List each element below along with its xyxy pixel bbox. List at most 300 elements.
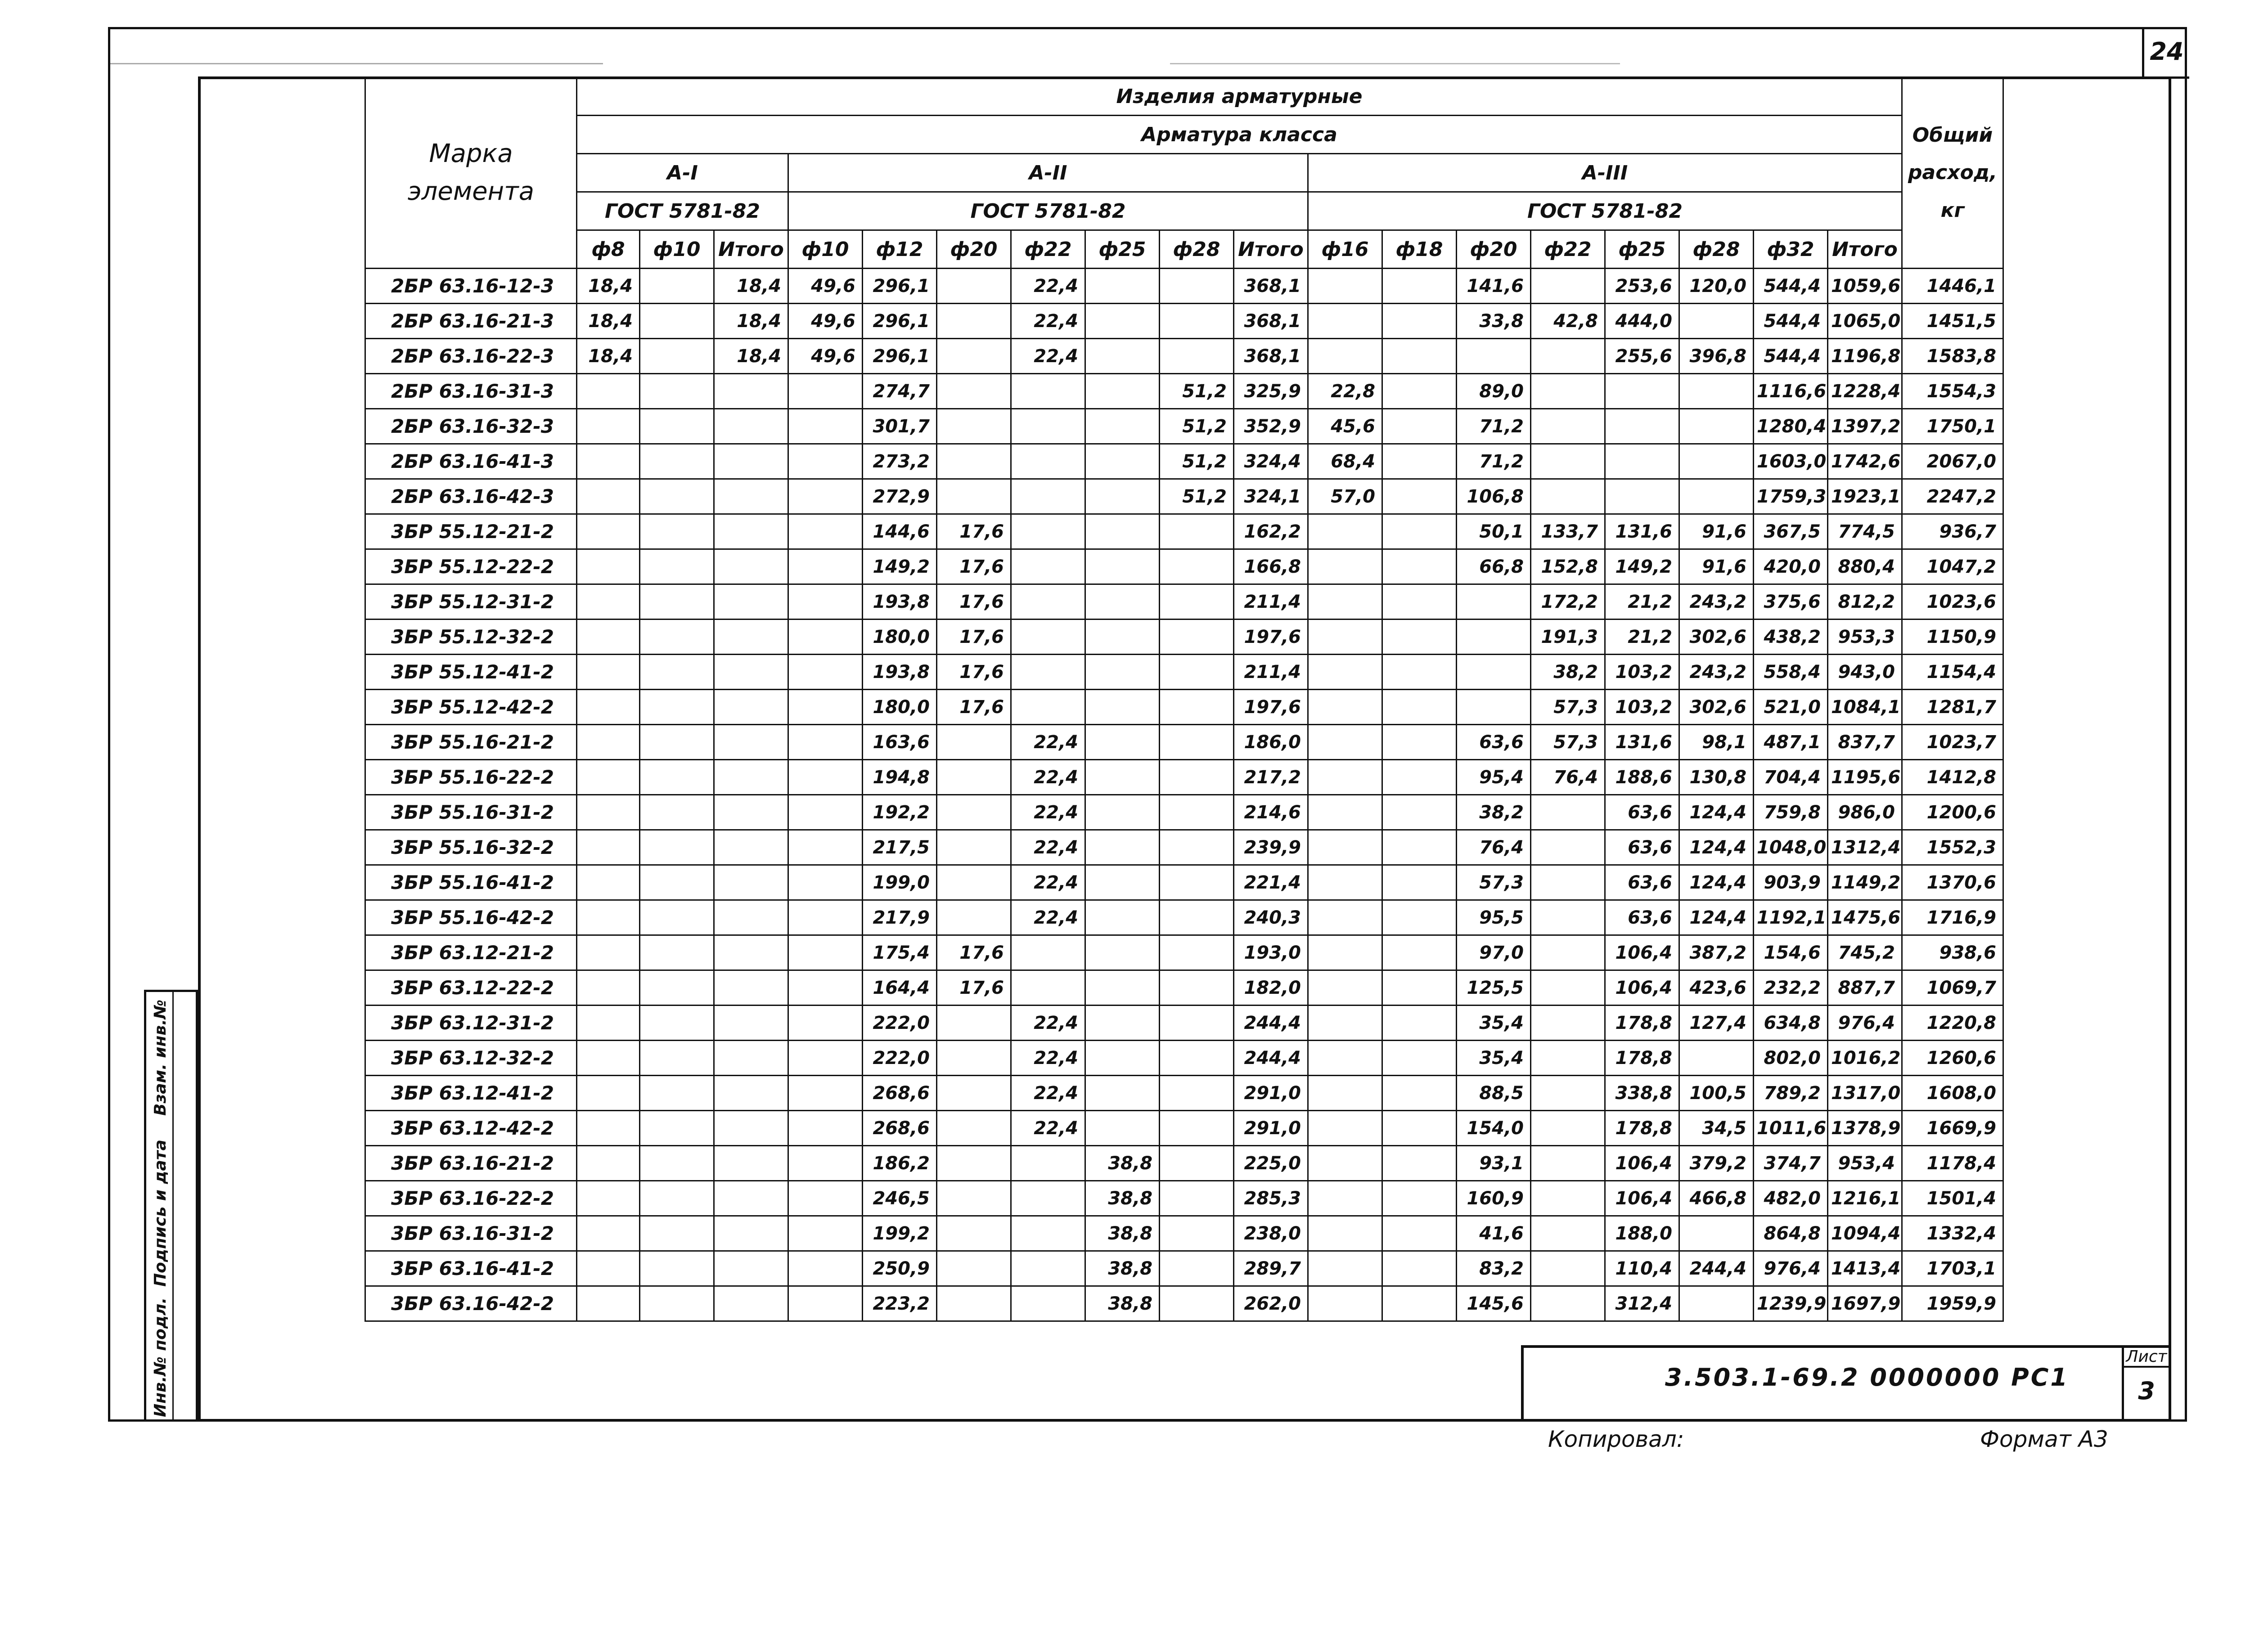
table-cell (577, 970, 640, 1006)
table-cell: 1196,8 (1828, 339, 1902, 374)
table-cell (1382, 1251, 1457, 1286)
table-cell (1382, 304, 1457, 339)
table-cell: 1149,2 (1828, 865, 1902, 900)
table-cell: 262,0 (1234, 1286, 1308, 1321)
table-cell: 22,4 (1011, 1006, 1085, 1041)
table-cell (577, 549, 640, 584)
gost-a1: ГОСТ 5781-82 (577, 192, 788, 230)
table-cell: 1094,4 (1828, 1216, 1902, 1251)
table-cell (577, 1181, 640, 1216)
table-cell: 22,4 (1011, 1041, 1085, 1076)
table-cell: 296,1 (863, 269, 937, 304)
element-mark: 2БР 63.16-32-3 (365, 409, 577, 444)
table-cell: 1150,9 (1902, 620, 2003, 655)
element-mark: 2БР 63.16-12-3 (365, 269, 577, 304)
table-cell (640, 725, 714, 760)
table-cell (1382, 690, 1457, 725)
table-cell: 880,4 (1828, 549, 1902, 584)
table-cell: 1716,9 (1902, 900, 2003, 935)
table-cell: 1023,6 (1902, 584, 2003, 620)
table-cell (1085, 900, 1160, 935)
gost-a2: ГОСТ 5781-82 (788, 192, 1308, 230)
table-cell (1160, 584, 1234, 620)
diameter-header: ф18 (1382, 230, 1457, 269)
table-cell: 17,6 (937, 935, 1011, 970)
table-cell (1085, 584, 1160, 620)
table-cell (640, 479, 714, 514)
table-cell (640, 865, 714, 900)
table-cell: 864,8 (1754, 1216, 1828, 1251)
table-cell (1531, 339, 1605, 374)
table-cell (1308, 935, 1382, 970)
table-cell: 197,6 (1234, 690, 1308, 725)
table-cell (937, 1251, 1011, 1286)
table-row (365, 655, 2003, 690)
table-cell: 38,8 (1085, 1286, 1160, 1321)
table-cell (640, 690, 714, 725)
diameter-header: ф20 (937, 230, 1011, 269)
table-cell: 273,2 (863, 444, 937, 479)
table-cell (1085, 690, 1160, 725)
table-cell (714, 1216, 788, 1251)
table-cell: 63,6 (1605, 830, 1679, 865)
element-mark: 3БР 63.16-41-2 (365, 1251, 577, 1286)
table-cell: 180,0 (863, 620, 937, 655)
table-cell: 837,7 (1828, 725, 1902, 760)
table-cell (1382, 760, 1457, 795)
table-row (365, 865, 2003, 900)
table-cell (1085, 725, 1160, 760)
table-cell: 352,9 (1234, 409, 1308, 444)
table-cell: 98,1 (1679, 725, 1754, 760)
table-cell: 17,6 (937, 620, 1011, 655)
table-cell: 182,0 (1234, 970, 1308, 1006)
table-row (365, 1111, 2003, 1146)
table-cell (788, 1181, 863, 1216)
table-row (365, 1216, 2003, 1251)
table-cell: 144,6 (863, 514, 937, 549)
table-cell: 368,1 (1234, 304, 1308, 339)
table-cell (1531, 1006, 1605, 1041)
table-cell: 76,4 (1457, 830, 1531, 865)
table-cell: 22,4 (1011, 725, 1085, 760)
table-cell: 154,6 (1754, 935, 1828, 970)
table-cell: 180,0 (863, 690, 937, 725)
table-cell (937, 1181, 1011, 1216)
table-cell: 217,9 (863, 900, 937, 935)
diameter-header: ф25 (1605, 230, 1679, 269)
element-mark: 3БР 55.16-42-2 (365, 900, 577, 935)
table-cell: 21,2 (1605, 620, 1679, 655)
mark-header: Марка элемента (365, 77, 577, 269)
table-cell: 193,8 (863, 584, 937, 620)
table-cell: 1011,6 (1754, 1111, 1828, 1146)
table-cell (937, 900, 1011, 935)
table-cell: 106,8 (1457, 479, 1531, 514)
table-cell (788, 444, 863, 479)
table-cell (577, 830, 640, 865)
table-cell (1160, 1216, 1234, 1251)
table-cell: 57,3 (1457, 865, 1531, 900)
table-cell (577, 444, 640, 479)
table-cell (1011, 1251, 1085, 1286)
table-cell (1308, 584, 1382, 620)
table-cell (1160, 304, 1234, 339)
table-cell (1160, 1111, 1234, 1146)
element-mark: 3БР 55.12-32-2 (365, 620, 577, 655)
table-cell (937, 1146, 1011, 1181)
table-cell: 232,2 (1754, 970, 1828, 1006)
table-cell: 211,4 (1234, 584, 1308, 620)
table-cell: 243,2 (1679, 584, 1754, 620)
table-cell: 544,4 (1754, 304, 1828, 339)
table-cell (788, 900, 863, 935)
table-cell (1531, 1251, 1605, 1286)
table-cell (577, 1111, 640, 1146)
table-cell (1085, 339, 1160, 374)
table-cell: 375,6 (1754, 584, 1828, 620)
table-cell (1160, 760, 1234, 795)
table-cell (1382, 479, 1457, 514)
table-cell (577, 795, 640, 830)
table-cell: 1923,1 (1828, 479, 1902, 514)
table-cell (1382, 374, 1457, 409)
table-cell (1308, 1286, 1382, 1321)
table-cell (714, 1006, 788, 1041)
table-cell: 106,4 (1605, 1181, 1679, 1216)
table-cell (1011, 655, 1085, 690)
table-cell (640, 304, 714, 339)
table-cell: 51,2 (1160, 409, 1234, 444)
table-cell: 17,6 (937, 690, 1011, 725)
table-cell (1531, 269, 1605, 304)
table-cell (1160, 549, 1234, 584)
table-cell (577, 1286, 640, 1321)
element-mark: 3БР 63.12-31-2 (365, 1006, 577, 1041)
element-mark: 3БР 63.12-32-2 (365, 1041, 577, 1076)
table-cell (1085, 655, 1160, 690)
table-cell: 83,2 (1457, 1251, 1531, 1286)
table-cell (577, 1146, 640, 1181)
element-mark: 3БР 55.12-42-2 (365, 690, 577, 725)
table-cell (1308, 795, 1382, 830)
table-cell (1679, 1216, 1754, 1251)
table-cell (1382, 620, 1457, 655)
table-cell: 152,8 (1531, 549, 1605, 584)
table-cell (1382, 1006, 1457, 1041)
table-cell (788, 374, 863, 409)
table-cell: 243,2 (1679, 655, 1754, 690)
table-cell: 291,0 (1234, 1076, 1308, 1111)
table-cell (1085, 935, 1160, 970)
table-cell: 238,0 (1234, 1216, 1308, 1251)
table-cell (714, 795, 788, 830)
table-cell: 246,5 (863, 1181, 937, 1216)
replace-inv-label: Взам. инв.№ (151, 999, 170, 1116)
element-mark: 3БР 63.12-41-2 (365, 1076, 577, 1111)
table-row (365, 1041, 2003, 1076)
table-cell: 100,5 (1679, 1076, 1754, 1111)
table-cell: 812,2 (1828, 584, 1902, 620)
table-cell (1085, 830, 1160, 865)
table-cell: 1451,5 (1902, 304, 2003, 339)
table-cell (1308, 1216, 1382, 1251)
table-cell (1531, 1146, 1605, 1181)
corner-sheet-number: 24 (2142, 27, 2189, 79)
table-cell (937, 1041, 1011, 1076)
table-cell: 1603,0 (1754, 444, 1828, 479)
table-cell (1308, 1146, 1382, 1181)
table-cell: 1016,2 (1828, 1041, 1902, 1076)
table-cell (1085, 970, 1160, 1006)
table-cell (1085, 549, 1160, 584)
table-cell (1605, 409, 1679, 444)
table-cell: 22,4 (1011, 269, 1085, 304)
table-cell: 704,4 (1754, 760, 1828, 795)
table-cell (788, 1006, 863, 1041)
table-cell (640, 584, 714, 620)
table-cell: 1742,6 (1828, 444, 1902, 479)
diameter-header: ф28 (1679, 230, 1754, 269)
table-cell (1160, 865, 1234, 900)
table-cell (577, 514, 640, 549)
table-row (365, 830, 2003, 865)
table-cell: 420,0 (1754, 549, 1828, 584)
table-cell (1308, 655, 1382, 690)
table-cell (577, 725, 640, 760)
table-cell (1085, 1076, 1160, 1111)
table-cell (714, 584, 788, 620)
table-cell (577, 935, 640, 970)
table-cell: 199,2 (863, 1216, 937, 1251)
table-cell: 759,8 (1754, 795, 1828, 830)
table-cell (1457, 584, 1531, 620)
table-cell: 18,4 (577, 339, 640, 374)
table-cell (714, 549, 788, 584)
table-row (365, 970, 2003, 1006)
table-cell: 38,8 (1085, 1146, 1160, 1181)
table-cell (577, 690, 640, 725)
table-cell: 324,1 (1234, 479, 1308, 514)
table-cell (1085, 795, 1160, 830)
table-cell (788, 970, 863, 1006)
table-cell: 18,4 (577, 304, 640, 339)
table-cell (1085, 269, 1160, 304)
table-cell: 154,0 (1457, 1111, 1531, 1146)
table-cell: 63,6 (1605, 865, 1679, 900)
table-cell (1308, 1111, 1382, 1146)
diameter-header: ф22 (1011, 230, 1085, 269)
table-cell: 193,0 (1234, 935, 1308, 970)
table-cell: 225,0 (1234, 1146, 1308, 1181)
table-cell: 368,1 (1234, 269, 1308, 304)
table-cell: 130,8 (1679, 760, 1754, 795)
table-cell (577, 900, 640, 935)
table-cell: 35,4 (1457, 1041, 1531, 1076)
table-cell (1457, 339, 1531, 374)
table-cell (640, 1181, 714, 1216)
table-cell (1160, 795, 1234, 830)
table-cell (1011, 970, 1085, 1006)
table-cell: 131,6 (1605, 514, 1679, 549)
table-cell: 953,4 (1828, 1146, 1902, 1181)
table-cell: 22,4 (1011, 339, 1085, 374)
table-cell: 162,2 (1234, 514, 1308, 549)
table-cell (1382, 584, 1457, 620)
table-cell (1160, 970, 1234, 1006)
table-cell (788, 655, 863, 690)
table-row (365, 549, 2003, 584)
table-cell (788, 479, 863, 514)
table-cell (788, 725, 863, 760)
table-cell (577, 865, 640, 900)
table-cell (1382, 795, 1457, 830)
table-cell: 214,6 (1234, 795, 1308, 830)
table-cell (640, 269, 714, 304)
diameter-header: ф10 (640, 230, 714, 269)
table-cell (788, 584, 863, 620)
table-cell (640, 1111, 714, 1146)
table-cell: 953,3 (1828, 620, 1902, 655)
table-cell (714, 1286, 788, 1321)
table-cell (937, 1076, 1011, 1111)
table-cell (1531, 830, 1605, 865)
table-cell: 1446,1 (1902, 269, 2003, 304)
table-cell: 1200,6 (1902, 795, 2003, 830)
table-cell: 1154,4 (1902, 655, 2003, 690)
table-cell (714, 1076, 788, 1111)
table-cell: 368,1 (1234, 339, 1308, 374)
table-cell: 374,7 (1754, 1146, 1828, 1181)
table-cell: 194,8 (863, 760, 937, 795)
table-cell (1457, 690, 1531, 725)
table-cell (640, 655, 714, 690)
table-cell: 943,0 (1828, 655, 1902, 690)
table-cell: 22,4 (1011, 900, 1085, 935)
table-cell: 51,2 (1160, 479, 1234, 514)
table-cell: 1370,6 (1902, 865, 2003, 900)
table-cell: 558,4 (1754, 655, 1828, 690)
table-cell: 63,6 (1605, 900, 1679, 935)
table-cell: 57,3 (1531, 690, 1605, 725)
table-cell: 63,6 (1457, 725, 1531, 760)
diameter-header: Итого (1234, 230, 1308, 269)
table-cell (1011, 514, 1085, 549)
table-cell: 89,0 (1457, 374, 1531, 409)
table-row (365, 1251, 2003, 1286)
table-cell: 49,6 (788, 304, 863, 339)
table-cell: 1280,4 (1754, 409, 1828, 444)
table-cell: 178,8 (1605, 1111, 1679, 1146)
element-mark: 2БР 63.16-31-3 (365, 374, 577, 409)
table-cell: 1552,3 (1902, 830, 2003, 865)
table-cell: 18,4 (714, 339, 788, 374)
table-cell: 149,2 (1605, 549, 1679, 584)
table-cell (1011, 444, 1085, 479)
table-cell (1308, 269, 1382, 304)
table-cell: 17,6 (937, 970, 1011, 1006)
element-mark: 3БР 55.16-21-2 (365, 725, 577, 760)
table-row (365, 304, 2003, 339)
table-cell: 1669,9 (1902, 1111, 2003, 1146)
element-mark: 3БР 63.12-21-2 (365, 935, 577, 970)
element-mark: 3БР 63.12-42-2 (365, 1111, 577, 1146)
table-cell (1308, 760, 1382, 795)
table-cell: 22,4 (1011, 865, 1085, 900)
table-cell (1011, 409, 1085, 444)
table-cell: 1703,1 (1902, 1251, 2003, 1286)
diameter-header: ф22 (1531, 230, 1605, 269)
table-cell (1011, 620, 1085, 655)
table-cell (1679, 479, 1754, 514)
table-cell (937, 725, 1011, 760)
table-cell (937, 1216, 1011, 1251)
table-cell (1085, 374, 1160, 409)
table-cell: 244,4 (1234, 1006, 1308, 1041)
table-cell: 986,0 (1828, 795, 1902, 830)
diameter-header: ф8 (577, 230, 640, 269)
table-cell: 22,4 (1011, 830, 1085, 865)
table-cell: 272,9 (863, 479, 937, 514)
diameter-header: Итого (714, 230, 788, 269)
table-cell (1011, 374, 1085, 409)
table-cell (640, 1006, 714, 1041)
table-cell: 124,4 (1679, 865, 1754, 900)
table-row (365, 584, 2003, 620)
document-code: 3.503.1-69.2 0000000 РС1 (1665, 1363, 2069, 1392)
table-cell: 49,6 (788, 269, 863, 304)
table-cell (1531, 374, 1605, 409)
table-cell (714, 1111, 788, 1146)
table-cell: 1317,0 (1828, 1076, 1902, 1111)
table-row (365, 269, 2003, 304)
table-cell: 250,9 (863, 1251, 937, 1286)
table-cell: 22,4 (1011, 1111, 1085, 1146)
table-cell (640, 970, 714, 1006)
table-cell (937, 795, 1011, 830)
table-cell: 178,8 (1605, 1006, 1679, 1041)
table-cell: 17,6 (937, 655, 1011, 690)
table-cell (714, 620, 788, 655)
table-cell (1382, 514, 1457, 549)
table-cell: 125,5 (1457, 970, 1531, 1006)
table-cell: 1281,7 (1902, 690, 2003, 725)
table-cell (577, 1006, 640, 1041)
table-cell (1011, 690, 1085, 725)
table-cell (1011, 1146, 1085, 1181)
table-cell: 1220,8 (1902, 1006, 2003, 1041)
table-cell: 976,4 (1754, 1251, 1828, 1286)
table-cell: 1697,9 (1828, 1286, 1902, 1321)
element-mark: 3БР 55.12-41-2 (365, 655, 577, 690)
table-cell (1382, 269, 1457, 304)
table-cell: 91,6 (1679, 514, 1754, 549)
table-cell (1308, 549, 1382, 584)
table-cell (1160, 1286, 1234, 1321)
table-cell: 1228,4 (1828, 374, 1902, 409)
table-cell (788, 795, 863, 830)
table-cell: 1959,9 (1902, 1286, 2003, 1321)
table-cell (1160, 900, 1234, 935)
table-row (365, 620, 2003, 655)
table-cell: 91,6 (1679, 549, 1754, 584)
class-a1: A-I (577, 154, 788, 192)
table-cell (640, 549, 714, 584)
table-cell (1011, 479, 1085, 514)
table-cell (937, 479, 1011, 514)
diameter-header: ф16 (1308, 230, 1382, 269)
table-cell (577, 584, 640, 620)
